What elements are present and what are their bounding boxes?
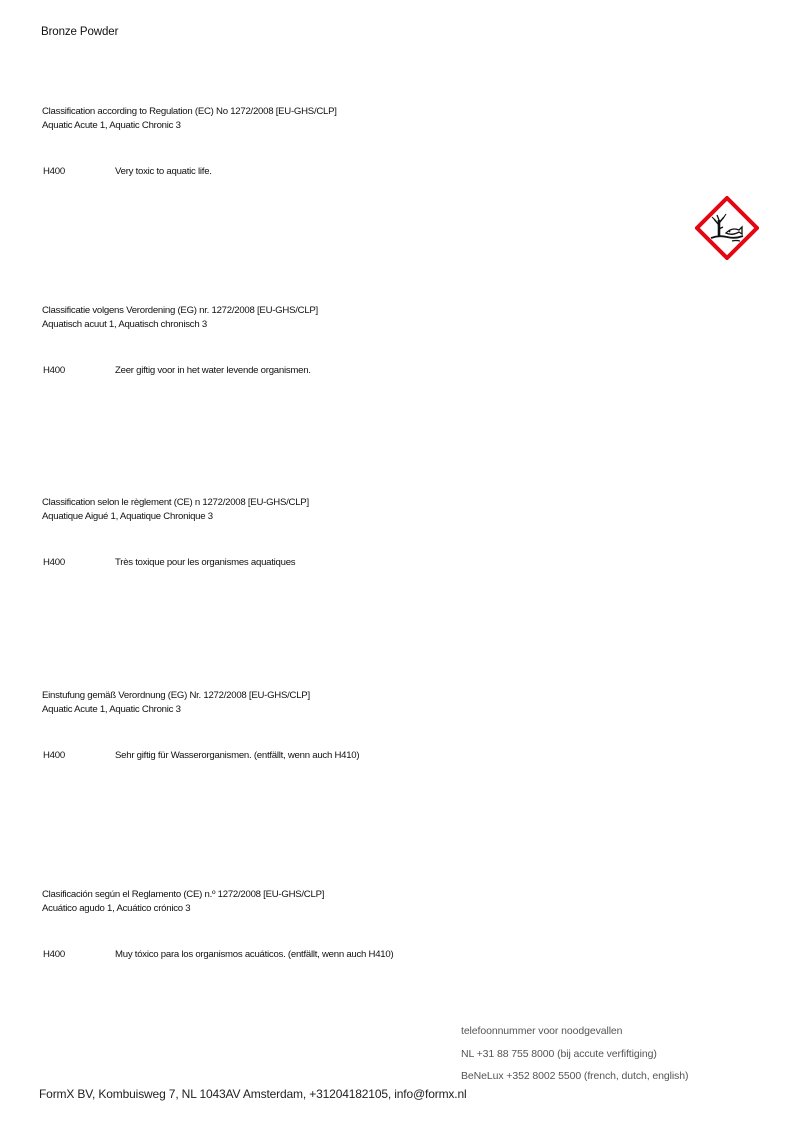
hazard-code: H400 <box>43 365 65 376</box>
hazard-statement: Zeer giftig voor in het water levende organismen. <box>115 365 311 376</box>
hazard-code: H400 <box>43 949 65 960</box>
hazard-statement: Très toxique pour les organismes aquatiques <box>115 557 296 568</box>
emergency-benelux-phone: BeNeLux +352 8002 5500 (french, dutch, english) <box>461 1070 689 1082</box>
section-heading: Classificatie volgens Verordening (EG) nr. 1272/2008 [EU-GHS/CLP] <box>42 305 318 316</box>
section-classes: Aquatisch acuut 1, Aquatisch chronisch 3 <box>42 319 207 330</box>
section-classes: Aquatic Acute 1, Aquatic Chronic 3 <box>42 704 181 715</box>
hazard-statement: Muy tóxico para los organismos acuáticos. (entfällt, wenn auch H410) <box>115 949 394 960</box>
section-heading: Classification according to Regulation (EC) No 1272/2008 [EU-GHS/CLP] <box>42 106 337 117</box>
section-classes: Aquatic Acute 1, Aquatic Chronic 3 <box>42 120 181 131</box>
hazard-code: H400 <box>43 166 65 177</box>
section-classes: Aquatique Aigué 1, Aquatique Chronique 3 <box>42 511 213 522</box>
section-heading: Clasificación según el Reglamento (CE) n.º 1272/2008 [EU-GHS/CLP] <box>42 889 325 900</box>
ghs09-environment-icon <box>695 196 759 260</box>
hazard-statement: Sehr giftig für Wasserorganismen. (entfällt, wenn auch H410) <box>115 750 360 761</box>
product-title: Bronze Powder <box>41 26 119 38</box>
section-classes: Acuático agudo 1, Acuático crónico 3 <box>42 903 191 914</box>
hazard-code: H400 <box>43 557 65 568</box>
section-heading: Einstufung gemäß Verordnung (EG) Nr. 1272/2008 [EU-GHS/CLP] <box>42 690 310 701</box>
hazard-statement: Very toxic to aquatic life. <box>115 166 212 177</box>
emergency-nl-phone: NL +31 88 755 8000 (bij accute verfiftiging) <box>461 1048 657 1060</box>
company-footer: FormX BV, Kombuisweg 7, NL 1043AV Amsterdam, +31204182105, info@formx.nl <box>39 1087 467 1101</box>
section-heading: Classification selon le règlement (CE) n 1272/2008 [EU-GHS/CLP] <box>42 497 309 508</box>
emergency-label: telefoonnummer voor noodgevallen <box>461 1025 623 1037</box>
hazard-code: H400 <box>43 750 65 761</box>
